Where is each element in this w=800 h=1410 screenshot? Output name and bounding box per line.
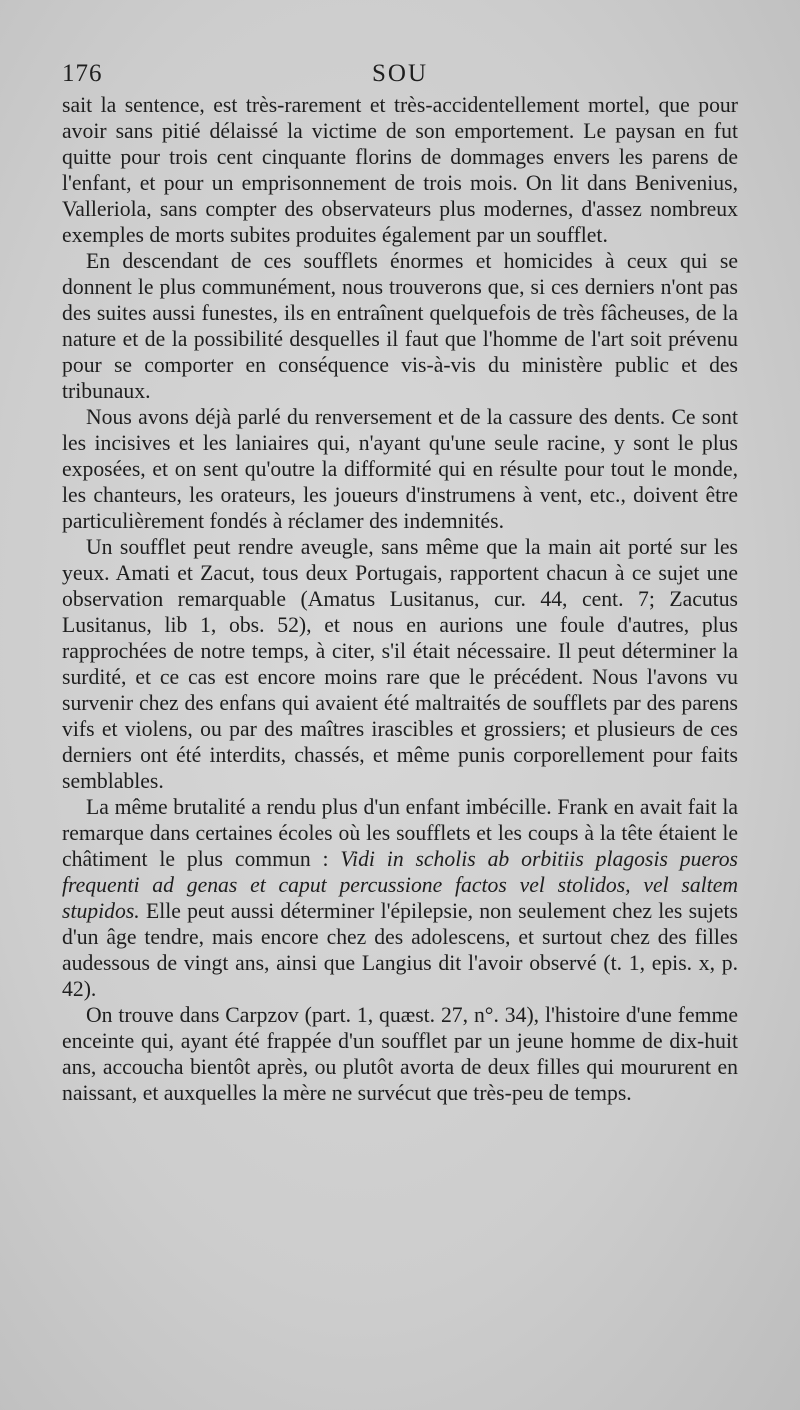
paragraph-2: En descendant de ces soufflets énormes et homicides à ceux qui se donnent le plus communément, nous trouverons que, si ces derniers n'ont pas des suites aussi funestes, ils en entraînent quelquefois de très fâcheuses, de la nature et de la possibilité desquelles il faut que l'homme de l'art soit prévenu pour se comporter en conséquence vis-à-vis du ministère public et des tribunaux. — [62, 249, 738, 403]
paragraph-5-intro: La même brutalité a rendu plus d'un enfant imbécille. Frank en avait fait la remarque dans certaines écoles où les soufflets et les coups à la tête étaient le châtiment le plus commun : — [62, 795, 738, 871]
page-number: 176 — [62, 60, 103, 87]
paragraph-1: sait la sentence, est très-rarement et très-accidentellement mortel, que pour avoir sans pitié délaissé la victime de son emportement. Le paysan en fut quitte pour trois cent cinquante florins de dommages envers les parens de l'enfant, et pour un emprisonnement de trois mois. On lit dans Benivenius, Valleriola, sans compter des observateurs plus modernes, d'assez nombreux exemples de morts subites produites également par un soufflet. — [62, 93, 738, 247]
body-text — [62, 92, 738, 1106]
paragraph-5 — [62, 794, 738, 1002]
paragraph-6: On trouve dans Carpzov (part. 1, quæst. 27, n°. 34), l'histoire d'une femme enceinte qui, ayant été frappée d'un soufflet par un jeune homme de dix-huit ans, accoucha bientôt après, ou plutôt avorta de deux filles qui moururent en naissant, et auxquelles la mère ne survécut que très-peu de temps. — [62, 1003, 738, 1105]
paragraph-5-rest: Elle peut aussi déterminer l'épilepsie, non seulement chez les sujets d'un âge tendre, mais encore chez des adolescens, et surtout chez des filles audessous de vingt ans, ainsi que Langius dit l'avoir observé (t. 1, epis. x, p. 42). — [62, 899, 738, 1001]
running-head: SOU — [371, 60, 428, 87]
page-header — [62, 60, 738, 92]
latin-quotation: Vidi in scholis ab orbitiis plagosis pueros frequenti ad genas et caput percussione factos vel stolidos, vel saltem stupidos. — [62, 847, 738, 923]
paragraph-4: Un soufflet peut rendre aveugle, sans même que la main ait porté sur les yeux. Amati et Zacut, tous deux Portugais, rapportent chacun à ce sujet une observation remarquable (Amatus Lusitanus, cur. 44, cent. 7; Zacutus Lusitanus, lib 1, obs. 52), et nous en aurions une foule d'autres, plus rapprochées de notre temps, à citer, s'il était nécessaire. Il peut déterminer la surdité, et ce cas est encore moins rare que le précédent. Nous l'avons vu survenir chez des enfans qui avaient été maltraités de soufflets par des parens vifs et violens, ou par des maîtres irascibles et grossiers; et plusieurs de ces derniers ont été interdits, chassés, et même punis corporellement pour faits semblables. — [62, 535, 738, 793]
paragraph-3: Nous avons déjà parlé du renversement et de la cassure des dents. Ce sont les incisives et les laniaires qui, n'ayant qu'une seule racine, y sont le plus exposées, et on sent qu'outre la difformité qui en résulte pour tout le monde, les chanteurs, les orateurs, les joueurs d'instrumens à vent, etc., doivent être particulièrement fondés à réclamer des indemnités. — [62, 405, 738, 533]
